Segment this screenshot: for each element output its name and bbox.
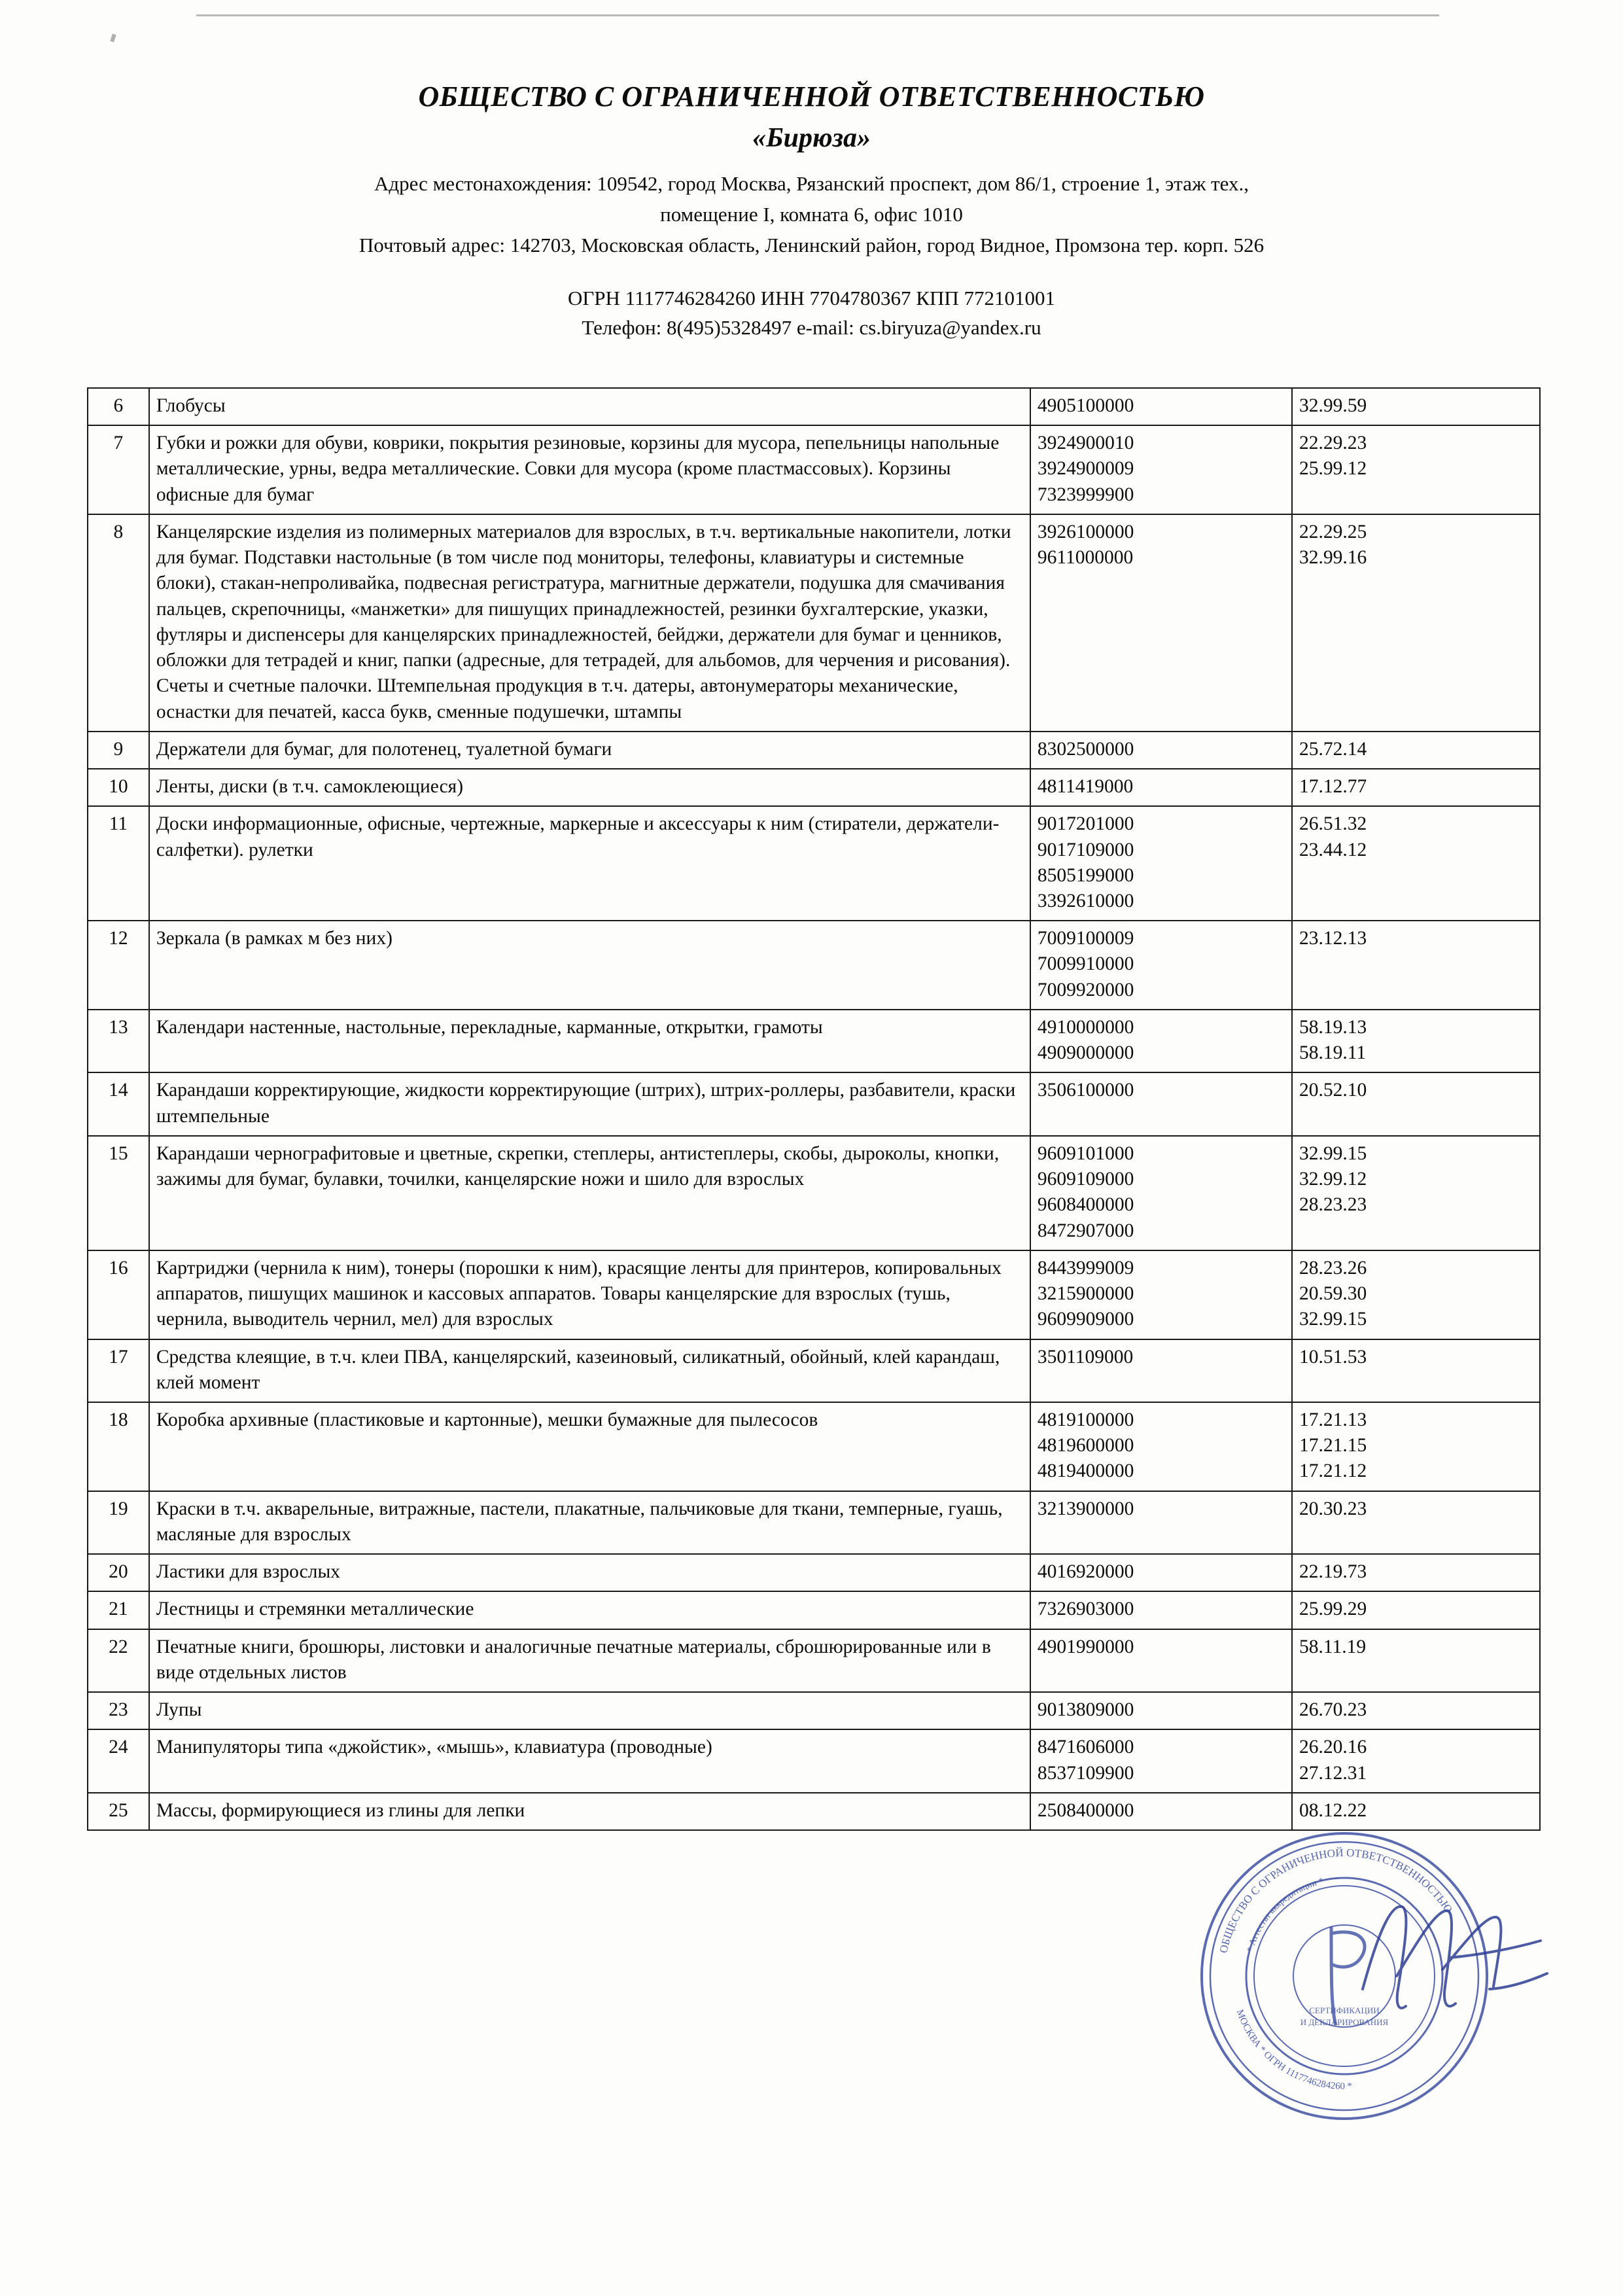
table-row xyxy=(88,732,1540,769)
cell-number: 16 xyxy=(88,1250,149,1339)
table-row xyxy=(88,514,1540,732)
okpd-code: 20.52.10 xyxy=(1299,1080,1367,1101)
okpd-code: 17.21.15 xyxy=(1299,1435,1367,1457)
okpd-code: 58.11.19 xyxy=(1299,1636,1367,1657)
tnved-code: 8302500000 xyxy=(1037,738,1134,760)
tnved-code: 3215900000 xyxy=(1037,1283,1134,1305)
cell-okpd-codes xyxy=(1292,1136,1540,1250)
tnved-code: 2508400000 xyxy=(1037,1799,1134,1821)
cell-goods-name: Лупы xyxy=(149,1692,1030,1729)
cell-okpd-codes xyxy=(1292,514,1540,732)
okpd-code: 23.12.13 xyxy=(1299,928,1367,949)
scan-artifact xyxy=(110,33,116,42)
okpd-code: 26.70.23 xyxy=(1299,1699,1367,1721)
cell-goods-name: Доски информационные, офисные, чертежные, маркерные и аксессуары к ним (стиратели, держатели-салфетки). рулетки xyxy=(149,806,1030,921)
cell-tnved-codes xyxy=(1030,732,1292,769)
table-row xyxy=(88,1010,1540,1072)
cell-goods-name: Ластики для взрослых xyxy=(149,1554,1030,1591)
tnved-code: 9609909000 xyxy=(1037,1309,1134,1330)
okpd-code: 32.99.59 xyxy=(1299,395,1367,416)
cell-tnved-codes xyxy=(1030,769,1292,806)
cell-tnved-codes xyxy=(1030,1136,1292,1250)
cell-okpd-codes xyxy=(1292,1793,1540,1830)
okpd-code: 10.51.53 xyxy=(1299,1346,1367,1368)
cell-goods-name: Глобусы xyxy=(149,388,1030,425)
cell-okpd-codes xyxy=(1292,1010,1540,1072)
cell-tnved-codes xyxy=(1030,1729,1292,1792)
table-row xyxy=(88,921,1540,1010)
requisites-line-1: ОГРН 1117746284260 ИНН 7704780367 КПП 772101001 xyxy=(568,286,1055,309)
requisites-line-2: Телефон: 8(495)5328497 e-mail: cs.biryuza@yandex.ru xyxy=(582,315,1041,339)
cell-tnved-codes xyxy=(1030,1629,1292,1692)
cell-okpd-codes xyxy=(1292,1692,1540,1729)
table-row xyxy=(88,1629,1540,1692)
svg-text:МОСКВА * ОГРН 1117746284260: МОСКВА * ОГРН 1117746284260 * xyxy=(1234,2008,1353,2092)
scan-top-line xyxy=(196,14,1439,16)
cell-tnved-codes xyxy=(1030,1554,1292,1591)
org-name: «Бирюза» xyxy=(752,123,871,153)
cell-number: 11 xyxy=(88,806,149,921)
okpd-code: 08.12.22 xyxy=(1299,1799,1367,1821)
tnved-code: 4819400000 xyxy=(1037,1460,1134,1482)
okpd-code: 32.99.16 xyxy=(1299,547,1367,569)
cell-okpd-codes xyxy=(1292,1729,1540,1792)
tnved-code: 9017109000 xyxy=(1037,839,1134,860)
okpd-code: 28.23.23 xyxy=(1299,1194,1367,1216)
cell-goods-name: Лестницы и стремянки металлические xyxy=(149,1591,1030,1629)
cell-number: 9 xyxy=(88,732,149,769)
tnved-code: 4811419000 xyxy=(1037,776,1134,798)
tnved-code: 9013809000 xyxy=(1037,1699,1134,1721)
cell-tnved-codes xyxy=(1030,514,1292,732)
cell-goods-name: Ленты, диски (в т.ч. самоклеющиеся) xyxy=(149,769,1030,806)
cell-goods-name: Карандаши корректирующие, жидкости корректирующие (штрих), штрих-роллеры, разбавители, краски штемпельные xyxy=(149,1072,1030,1135)
table-row xyxy=(88,769,1540,806)
address-line-2: помещение I, комната 6, офис 1010 xyxy=(660,202,963,226)
tnved-code: 8443999009 xyxy=(1037,1257,1134,1279)
tnved-code: 4819600000 xyxy=(1037,1435,1134,1457)
cell-okpd-codes xyxy=(1292,1402,1540,1491)
okpd-code: 58.19.11 xyxy=(1299,1042,1367,1064)
tnved-code: 8537109900 xyxy=(1037,1762,1134,1784)
cell-okpd-codes xyxy=(1292,806,1540,921)
okpd-code: 25.99.12 xyxy=(1299,458,1367,480)
cell-number: 24 xyxy=(88,1729,149,1792)
okpd-code: 22.29.23 xyxy=(1299,433,1367,454)
cell-okpd-codes xyxy=(1292,1629,1540,1692)
cell-number: 14 xyxy=(88,1072,149,1135)
okpd-code: 27.12.31 xyxy=(1299,1762,1367,1784)
tnved-code: 3924900010 xyxy=(1037,433,1134,454)
okpd-code: 32.99.12 xyxy=(1299,1169,1367,1190)
table-row xyxy=(88,1250,1540,1339)
svg-text:СЕРТИФИКАЦИИ: СЕРТИФИКАЦИИ xyxy=(1309,2005,1380,2015)
table-row xyxy=(88,425,1540,514)
okpd-code: 25.72.14 xyxy=(1299,738,1367,760)
cell-number: 18 xyxy=(88,1402,149,1491)
tnved-code: 3213900000 xyxy=(1037,1498,1134,1519)
handwritten-signature xyxy=(1351,1878,1560,2048)
cell-tnved-codes xyxy=(1030,1250,1292,1339)
table-row xyxy=(88,1136,1540,1250)
tnved-code: 7323999900 xyxy=(1037,484,1134,505)
cell-number: 7 xyxy=(88,425,149,514)
table-row xyxy=(88,1402,1540,1491)
cell-goods-name: Картриджи (чернила к ним), тонеры (порошки к ним), красящие ленты для принтеров, копировальных аппаратов, пишущих машинок и кассовых аппаратов. Товары канцелярские для взрослых (тушь, чернила, выводитель чернил, мел) для взрослых xyxy=(149,1250,1030,1339)
tnved-code: 9017201000 xyxy=(1037,813,1134,835)
address-line-1: Адрес местонахождения: 109542, город Москва, Рязанский проспект, дом 86/1, строение 1, этаж тех., xyxy=(374,172,1249,195)
svg-text:И ДЕКЛАРИРОВАНИЯ: И ДЕКЛАРИРОВАНИЯ xyxy=(1300,2017,1389,2027)
cell-number: 13 xyxy=(88,1010,149,1072)
goods-table xyxy=(87,387,1541,1831)
cell-tnved-codes xyxy=(1030,388,1292,425)
okpd-code: 20.59.30 xyxy=(1299,1283,1367,1305)
cell-tnved-codes xyxy=(1030,425,1292,514)
cell-goods-name: Зеркала (в рамках м без них) xyxy=(149,921,1030,1010)
table-row xyxy=(88,1072,1540,1135)
cell-okpd-codes xyxy=(1292,1491,1540,1554)
okpd-code: 28.23.26 xyxy=(1299,1257,1367,1279)
tnved-code: 7009920000 xyxy=(1037,979,1134,1000)
company-stamp xyxy=(1197,1829,1492,2123)
tnved-code: 3506100000 xyxy=(1037,1080,1134,1101)
tnved-code: 4819100000 xyxy=(1037,1409,1134,1430)
cell-number: 22 xyxy=(88,1629,149,1692)
okpd-code: 17.12.77 xyxy=(1299,776,1367,798)
cell-number: 20 xyxy=(88,1554,149,1591)
okpd-code: 25.99.29 xyxy=(1299,1598,1367,1620)
cell-tnved-codes xyxy=(1030,1010,1292,1072)
tnved-code: 3392610000 xyxy=(1037,890,1134,911)
cell-okpd-codes xyxy=(1292,425,1540,514)
okpd-code: 26.20.16 xyxy=(1299,1737,1367,1758)
cell-tnved-codes xyxy=(1030,1591,1292,1629)
cell-number: 17 xyxy=(88,1339,149,1402)
okpd-code: 58.19.13 xyxy=(1299,1016,1367,1038)
tnved-code: 9609109000 xyxy=(1037,1169,1134,1190)
cell-okpd-codes xyxy=(1292,1250,1540,1339)
cell-okpd-codes xyxy=(1292,1591,1540,1629)
cell-number: 21 xyxy=(88,1591,149,1629)
cell-tnved-codes xyxy=(1030,1793,1292,1830)
okpd-code: 22.19.73 xyxy=(1299,1561,1367,1583)
table-row xyxy=(88,1339,1540,1402)
cell-tnved-codes xyxy=(1030,806,1292,921)
okpd-code: 32.99.15 xyxy=(1299,1309,1367,1330)
cell-goods-name: Держатели для бумаг, для полотенец, туалетной бумаги xyxy=(149,732,1030,769)
table-row xyxy=(88,388,1540,425)
cell-number: 8 xyxy=(88,514,149,732)
address-line-3: Почтовый адрес: 142703, Московская область, Ленинский район, город Видное, Промзона тер. корп. 526 xyxy=(358,233,1265,256)
okpd-code: 26.51.32 xyxy=(1299,813,1367,835)
okpd-code: 20.30.23 xyxy=(1299,1498,1367,1519)
tnved-code: 3501109000 xyxy=(1037,1346,1134,1368)
cell-goods-name: Средства клеящие, в т.ч. клеи ПВА, канцелярский, казеиновый, силикатный, обойный, клей карандаш, клей момент xyxy=(149,1339,1030,1402)
svg-text:ОБЩЕСТВО С ОГРАНИЧЕННОЙ ОТВЕТС: ОБЩЕСТВО С ОГРАНИЧЕННОЙ ОТВЕТСТВЕННОСТЬЮ xyxy=(1217,1846,1455,1954)
tnved-code: 9608400000 xyxy=(1037,1194,1134,1216)
cell-tnved-codes xyxy=(1030,1402,1292,1491)
cell-tnved-codes xyxy=(1030,1339,1292,1402)
tnved-code: 4910000000 xyxy=(1037,1016,1134,1038)
tnved-code: 8471606000 xyxy=(1037,1737,1134,1758)
cell-goods-name: Краски в т.ч. акварельные, витражные, пастели, плакатные, пальчиковые для ткани, темперные, гуашь, масляные для взрослых xyxy=(149,1491,1030,1554)
tnved-code: 4905100000 xyxy=(1037,395,1134,416)
cell-tnved-codes xyxy=(1030,921,1292,1010)
table-row xyxy=(88,1729,1540,1792)
tnved-code: 4901990000 xyxy=(1037,1636,1134,1657)
org-requisites xyxy=(0,284,1623,343)
cell-goods-name: Манипуляторы типа «джойстик», «мышь», клавиатура (проводные) xyxy=(149,1729,1030,1792)
cell-goods-name: Канцелярские изделия из полимерных материалов для взрослых, в т.ч. вертикальные накопители, лотки для бумаг. Подставки настольные (в том числе под мониторы, телефоны, клавиатуры и системные блоки), стакан-непроливайка, подвесная регистратура, магнитные держатели, подушка для смачивания пальцев, скрепочницы, «манжетки» для пишущих принадлежностей, резинки бухгалтерские, указки, футляры и диспенсеры для канцелярских принадлежностей, бейджи, держатели для бумаг и ценников, обложки для тетрадей и книг, папки (адресные, для тетрадей, для альбомов, для черчения и рисования). Счеты и счетные палочки. Штемпельная продукция в т.ч. датеры, автонумераторы механические, оснастки для печатей, касса букв, сменные подушечки, штампы xyxy=(149,514,1030,732)
table-row xyxy=(88,1591,1540,1629)
tnved-code: 8505199000 xyxy=(1037,864,1134,886)
cell-number: 25 xyxy=(88,1793,149,1830)
tnved-code: 8472907000 xyxy=(1037,1220,1134,1241)
cell-okpd-codes xyxy=(1292,732,1540,769)
cell-goods-name: Массы, формирующиеся из глины для лепки xyxy=(149,1793,1030,1830)
table-row xyxy=(88,1554,1540,1591)
cell-number: 23 xyxy=(88,1692,149,1729)
cell-number: 12 xyxy=(88,921,149,1010)
tnved-code: 3926100000 xyxy=(1037,521,1134,542)
tnved-code: 7009100009 xyxy=(1037,928,1134,949)
table-row xyxy=(88,1793,1540,1830)
cell-goods-name: Губки и рожки для обуви, коврики, покрытия резиновые, корзины для мусора, пепельницы напольные металлические, урны, ведра металлические. Совки для мусора (кроме пластмассовых). Корзины офисные для бумаг xyxy=(149,425,1030,514)
cell-number: 10 xyxy=(88,769,149,806)
cell-tnved-codes xyxy=(1030,1692,1292,1729)
table-row xyxy=(88,1491,1540,1554)
tnved-code: 7326903000 xyxy=(1037,1598,1134,1620)
tnved-code: 7009910000 xyxy=(1037,953,1134,975)
tnved-code: 3924900009 xyxy=(1037,458,1134,480)
okpd-code: 23.44.12 xyxy=(1299,839,1367,860)
tnved-code: 9609101000 xyxy=(1037,1142,1134,1164)
tnved-code: 4909000000 xyxy=(1037,1042,1134,1064)
cell-okpd-codes xyxy=(1292,921,1540,1010)
table-row xyxy=(88,1692,1540,1729)
okpd-code: 17.21.12 xyxy=(1299,1460,1367,1482)
cell-goods-name: Календари настенные, настольные, перекладные, карманные, открытки, грамоты xyxy=(149,1010,1030,1072)
okpd-code: 32.99.15 xyxy=(1299,1142,1367,1164)
table-row xyxy=(88,806,1540,921)
tnved-code: 9611000000 xyxy=(1037,547,1134,569)
cell-tnved-codes xyxy=(1030,1072,1292,1135)
cell-okpd-codes xyxy=(1292,1072,1540,1135)
cell-goods-name: Коробка архивные (пластиковые и картонные), мешки бумажные для пылесосов xyxy=(149,1402,1030,1491)
cell-okpd-codes xyxy=(1292,769,1540,806)
cell-goods-name: Карандаши чернографитовые и цветные, скрепки, степлеры, антистеплеры, скобы, дыроколы, кнопки, зажимы для бумаг, булавки, точилки, канцелярские ножи и шило для взрослых xyxy=(149,1136,1030,1250)
cell-goods-name: Печатные книги, брошюры, листовки и аналогичные печатные материалы, сброшюрированные или в виде отдельных листов xyxy=(149,1629,1030,1692)
okpd-code: 17.21.13 xyxy=(1299,1409,1367,1430)
okpd-code: 22.29.25 xyxy=(1299,521,1367,542)
svg-text:* Аттестат аккредитации *: * Аттестат аккредитации * xyxy=(1245,1876,1325,1954)
cell-number: 15 xyxy=(88,1136,149,1250)
cell-number: 19 xyxy=(88,1491,149,1554)
org-title: ОБЩЕСТВО С ОГРАНИЧЕННОЙ ОТВЕТСТВЕННОСТЬЮ xyxy=(418,80,1205,113)
org-address xyxy=(0,169,1623,260)
cell-tnved-codes xyxy=(1030,1491,1292,1554)
cell-okpd-codes xyxy=(1292,1554,1540,1591)
tnved-code: 4016920000 xyxy=(1037,1561,1134,1583)
cell-okpd-codes xyxy=(1292,388,1540,425)
cell-number: 6 xyxy=(88,388,149,425)
cell-okpd-codes xyxy=(1292,1339,1540,1402)
document-header xyxy=(0,79,1623,343)
